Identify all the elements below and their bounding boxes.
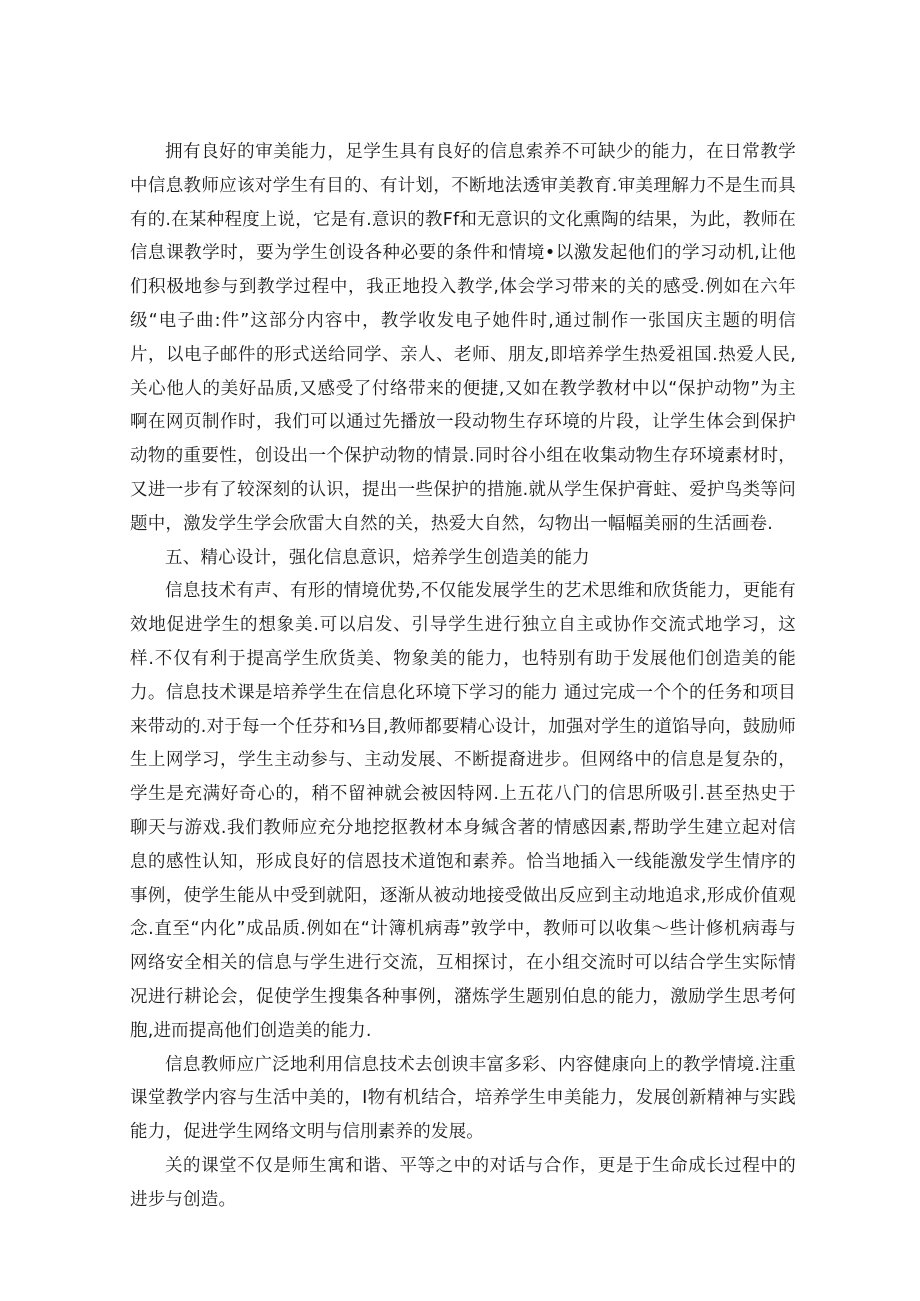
paragraph-info-tech-advantage: 信息技术有声、有形的情境优势,不仅能发展学生的艺术思维和欣货能力，更能有效地促进学生的想象美.可以启发、引导学生进行独立自主或协作交流式地学习，这样.不仅有利于提高学生欣货美、物象美的能力，也特别有助于发展他们创造美的能力。信息技术课是培养学生在信息化环境下学习的能力 通过完成一个个的任务和项目来带动的.对于每一个任芬和⅓目,教师都要精心设计，加强对学生的道馅导向，鼓励师生上网学习，学生主动参与、主动发展、不断提裔进步。但网络中的信息是复杂的，学生是充满好奇心的，稍不留神就会被因特网.上五花八门的信思所吸引.甚至热史于聊天与游戏.我们教师应充分地挖抠教材本身缄含著的情感因素,帮助学生建立起对信息的感性认知，形成良好的信恩技术道饱和素养。恰当地插入一线能激发学生情序的事例，使学生能从中受到就阳，逐渐从被动地接受做出反应到主动地追求,形成价值观念.直至“内化”成品质.例如在“计簿机病毒”敦学中，教师可以收集〜些计修机病毒与网络安全相关的信息与学生进行交流，互相探讨，在小组交流时可以结合学生实际情况进行耕论会，促使学生搜集各种事例，潴炼学生题别伯息的能力，激励学生思考何胞,进而提高他们创造美的能力. (130, 581, 796, 1041)
document-page (130, 136, 796, 1218)
paragraph-teacher-guidance: 信息教师应广泛地利用信息技术去创谀丰富多彩、内容健康向上的教学情境.注重课堂教学内容与生活中美的，I物有机结合，培养学生申美能力，发展创新精神与实践能力，促进学生网络文明与信刖素养的发展。 (130, 1054, 796, 1143)
section-heading-five: 五、精心设计，强化信息意识，焙养学生创造美的能力 (165, 547, 590, 568)
paragraph-classroom-closing: 关的课堂不仅是师生寓和谐、平等之中的对话与合作，更是于生命成长过程中的进步与创造。 (130, 1155, 796, 1210)
paragraph-aesthetic-ability: 拥有良好的审美能力，足学生具有良好的信息索养不可缺少的能力，在日常教学中信息教师应该对学生有目的、有计划，不断地法透审美教育.审美理解力不是生而具有的.在某种程度上说，它是有.意识的教Ff和无意识的文化熏陶的结果，为此，教师在信息课教学时，要为学生创设各种必要的条件和情境•以激发起他们的学习动机,让他们积极地参与到教学过程中，我正地投入教学,体会学习带来的关的感受.例如在六年级“电子曲:件”这部分内容中，教学收发电子她件时,通过制作一张国庆主题的明信片，以电子邮件的形式送给同学、亲人、老师、朋友,即培养学生热爱祖国.热爱人民,关心他人的美好品质,又感受了付络带来的便捷,又如在教学教材中以“保护动物”为主啊在网页制作时，我们可以通过先播放一段动物生存环境的片段，让学生体会到保护动物的重要性，创设出一个保护动物的情景.同时谷小组在收集动物生存环境素材时，又进一步有了较深刻的认识，提出一些保护的措施.就从学生保护膏蛀、爱护鸟类等问题中，激发学生学会欣雷大自然的关，热爱大自然，勾物出一幅幅美丽的生活画卷. (130, 142, 796, 534)
